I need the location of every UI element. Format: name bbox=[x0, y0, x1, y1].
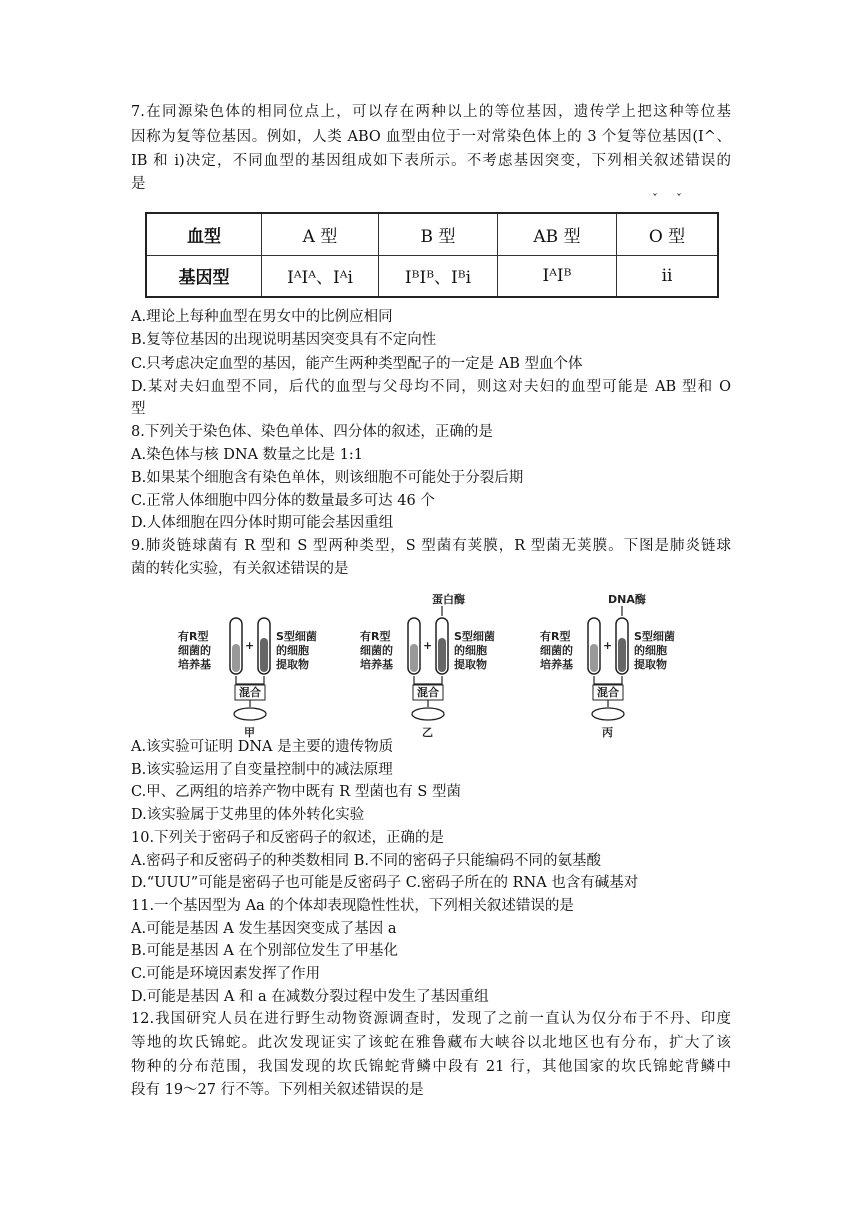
q7-stem-line-1: 7.在同源染色体的相同位点上，可以存在两种以上的等位基因，遗传学上把这种等位基 bbox=[131, 104, 731, 120]
connector-line bbox=[414, 676, 442, 684]
group-bing bbox=[540, 592, 675, 739]
tube-medium-fill bbox=[410, 644, 418, 672]
table-cell: B 型 bbox=[379, 213, 498, 255]
q7-stem-line-4: 是 bbox=[131, 176, 146, 192]
q9-stem-line-2: 菌的转化实验，有关叙述错误的是 bbox=[131, 561, 349, 577]
q12-stem-line-1: 12.我国研究人员在进行野生动物资源调查时，发现了之前一直认为仅分布于不丹、印度 bbox=[131, 1011, 731, 1027]
group-label: 乙 bbox=[422, 726, 433, 739]
mix-label: 混合 bbox=[239, 686, 261, 699]
table-row bbox=[146, 255, 718, 297]
group-jia bbox=[178, 618, 317, 739]
q8-stem: 8.下列关于染色体、染色单体、四分体的叙述，正确的是 bbox=[131, 424, 493, 440]
q10-options-line-1: A.密码子和反密码子的种类数相同 B.不同的密码子只能编码不同的氨基酸 bbox=[131, 853, 601, 869]
petri-dish-icon bbox=[412, 708, 444, 720]
plus-sign: + bbox=[245, 639, 255, 652]
s-extract-label: 提取物 bbox=[634, 658, 667, 671]
q11-option-d: D.可能是基因 A 和 a 在减数分裂过程中发生了基因重组 bbox=[131, 989, 489, 1005]
q11-option-c: C.可能是环境因素发挥了作用 bbox=[131, 966, 321, 982]
s-extract-label: 提取物 bbox=[276, 658, 309, 671]
table-cell: A 型 bbox=[262, 213, 379, 255]
q8-option-d: D.人体细胞在四分体时期可能会基因重组 bbox=[131, 515, 394, 531]
protease-label: 蛋白酶 bbox=[432, 593, 465, 606]
tube-extract-fill bbox=[438, 638, 446, 672]
dnase-label: DNA酶 bbox=[608, 593, 646, 606]
petri-dish-icon bbox=[592, 708, 624, 720]
table-cell: O 型 bbox=[617, 213, 719, 255]
group-label: 丙 bbox=[602, 726, 613, 739]
plus-sign: + bbox=[603, 639, 613, 652]
q7-option-b: B.复等位基因的出现说明基因突变具有不定向性 bbox=[131, 332, 437, 348]
s-extract-label: 的细胞 bbox=[454, 644, 487, 657]
r-medium-label: 有R型 bbox=[360, 630, 391, 643]
q11-option-b: B.可能是基因 A 在个别部位发生了甲基化 bbox=[131, 943, 398, 959]
r-medium-label: 细菌的 bbox=[540, 644, 573, 657]
r-medium-label: 培养基 bbox=[178, 658, 211, 671]
table-cell: 血型 bbox=[146, 213, 262, 255]
decorative-marks: ˇˇ bbox=[652, 192, 700, 206]
r-medium-label: 有R型 bbox=[178, 630, 209, 643]
q8-option-a: A.染色体与核 DNA 数量之比是 1:1 bbox=[131, 447, 364, 463]
r-medium-label: 细菌的 bbox=[178, 644, 211, 657]
group-label: 甲 bbox=[244, 726, 255, 739]
q12-stem-line-2: 等地的坎氏锦蛇。此次发现证实了该蛇在雅鲁藏布大峡谷以北地区也有分布，扩大了该 bbox=[131, 1035, 731, 1051]
tube-extract-fill bbox=[618, 638, 626, 672]
s-extract-label: S型细菌 bbox=[276, 630, 317, 643]
q9-option-a: A.该实验可证明 DNA 是主要的遗传物质 bbox=[131, 739, 394, 755]
table-cell: ii bbox=[617, 255, 719, 297]
r-medium-label: 培养基 bbox=[360, 658, 393, 671]
r-medium-label: 细菌的 bbox=[360, 644, 393, 657]
table-cell: IᴮIᴮ、Iᴮi bbox=[379, 255, 498, 297]
q7-option-d-cont: 型 bbox=[131, 401, 146, 417]
q9-stem-line-1: 9.肺炎链球菌有 R 型和 S 型两种类型，S 型菌有荚膜，R 型菌无荚膜。下图是肺炎链球 bbox=[131, 538, 731, 554]
petri-dish-icon bbox=[234, 708, 266, 720]
s-extract-label: 提取物 bbox=[454, 658, 487, 671]
q12-stem-line-3: 物种的分布范围，我国发现的坎氏锦蛇背鳞中段有 21 行，其他国家的坎氏锦蛇背鳞中 bbox=[131, 1059, 731, 1075]
s-extract-label: 的细胞 bbox=[276, 644, 309, 657]
table-cell: IᴬIᴮ bbox=[498, 255, 617, 297]
plus-sign: + bbox=[423, 639, 433, 652]
q10-stem: 10.下列关于密码子和反密码子的叙述，正确的是 bbox=[131, 830, 445, 846]
q7-option-c: C.只考虑决定血型的基因，能产生两种类型配子的一定是 AB 型血个体 bbox=[131, 356, 583, 372]
tube-medium-fill bbox=[590, 644, 598, 672]
s-extract-label: S型细菌 bbox=[454, 630, 495, 643]
mix-label: 混合 bbox=[597, 686, 619, 699]
table-cell: IᴬIᴬ、Iᴬi bbox=[262, 255, 379, 297]
tube-extract-fill bbox=[260, 638, 268, 672]
q9-option-d: D.该实验属于艾弗里的体外转化实验 bbox=[131, 807, 365, 823]
s-extract-label: S型细菌 bbox=[634, 630, 675, 643]
table-row bbox=[146, 213, 718, 255]
q9-option-c: C.甲、乙两组的培养产物中既有 R 型菌也有 S 型菌 bbox=[131, 784, 461, 800]
q11-option-a: A.可能是基因 A 发生基因突变成了基因 a bbox=[131, 921, 397, 937]
connector-line bbox=[236, 676, 264, 684]
tube-medium-fill bbox=[232, 644, 240, 672]
table-cell: 基因型 bbox=[146, 255, 262, 297]
q8-option-c: C.正常人体细胞中四分体的数量最多可达 46 个 bbox=[131, 493, 435, 509]
transformation-experiment-figure bbox=[178, 592, 698, 742]
q12-stem-line-4: 段有 19～27 行不等。下列相关叙述错误的是 bbox=[131, 1082, 424, 1098]
q7-stem-line-3: IB 和 i)决定，不同血型的基因组成如下表所示。不考虑基因突变，下列相关叙述错误的 bbox=[131, 153, 731, 169]
q10-options-line-2: D.“UUU”可能是密码子也可能是反密码子 C.密码子所在的 RNA 也含有碱基对 bbox=[131, 875, 639, 891]
q8-option-b: B.如果某个细胞含有染色单体，则该细胞不可能处于分裂后期 bbox=[131, 470, 524, 486]
q7-stem-line-2: 因称为复等位基因。例如，人类 ABO 血型由位于一对常染色体上的 3 个复等位基因(I^、 bbox=[131, 129, 731, 145]
connector-line bbox=[594, 676, 622, 684]
q11-stem: 11.一个基因型为 Aa 的个体却表现隐性性状，下列相关叙述错误的是 bbox=[131, 898, 574, 914]
s-extract-label: 的细胞 bbox=[634, 644, 667, 657]
blood-type-table bbox=[145, 212, 719, 298]
r-medium-label: 培养基 bbox=[540, 658, 573, 671]
table-cell: AB 型 bbox=[498, 213, 617, 255]
mix-label: 混合 bbox=[417, 686, 439, 699]
group-yi bbox=[360, 592, 495, 739]
r-medium-label: 有R型 bbox=[540, 630, 571, 643]
q7-option-a: A.理论上每种血型在男女中的比例应相同 bbox=[131, 309, 393, 325]
q7-option-d: D.某对夫妇血型不同，后代的血型与父母均不同，则这对夫妇的血型可能是 AB 型和 O bbox=[131, 379, 731, 395]
q9-option-b: B.该实验运用了自变量控制中的减法原理 bbox=[131, 762, 393, 778]
